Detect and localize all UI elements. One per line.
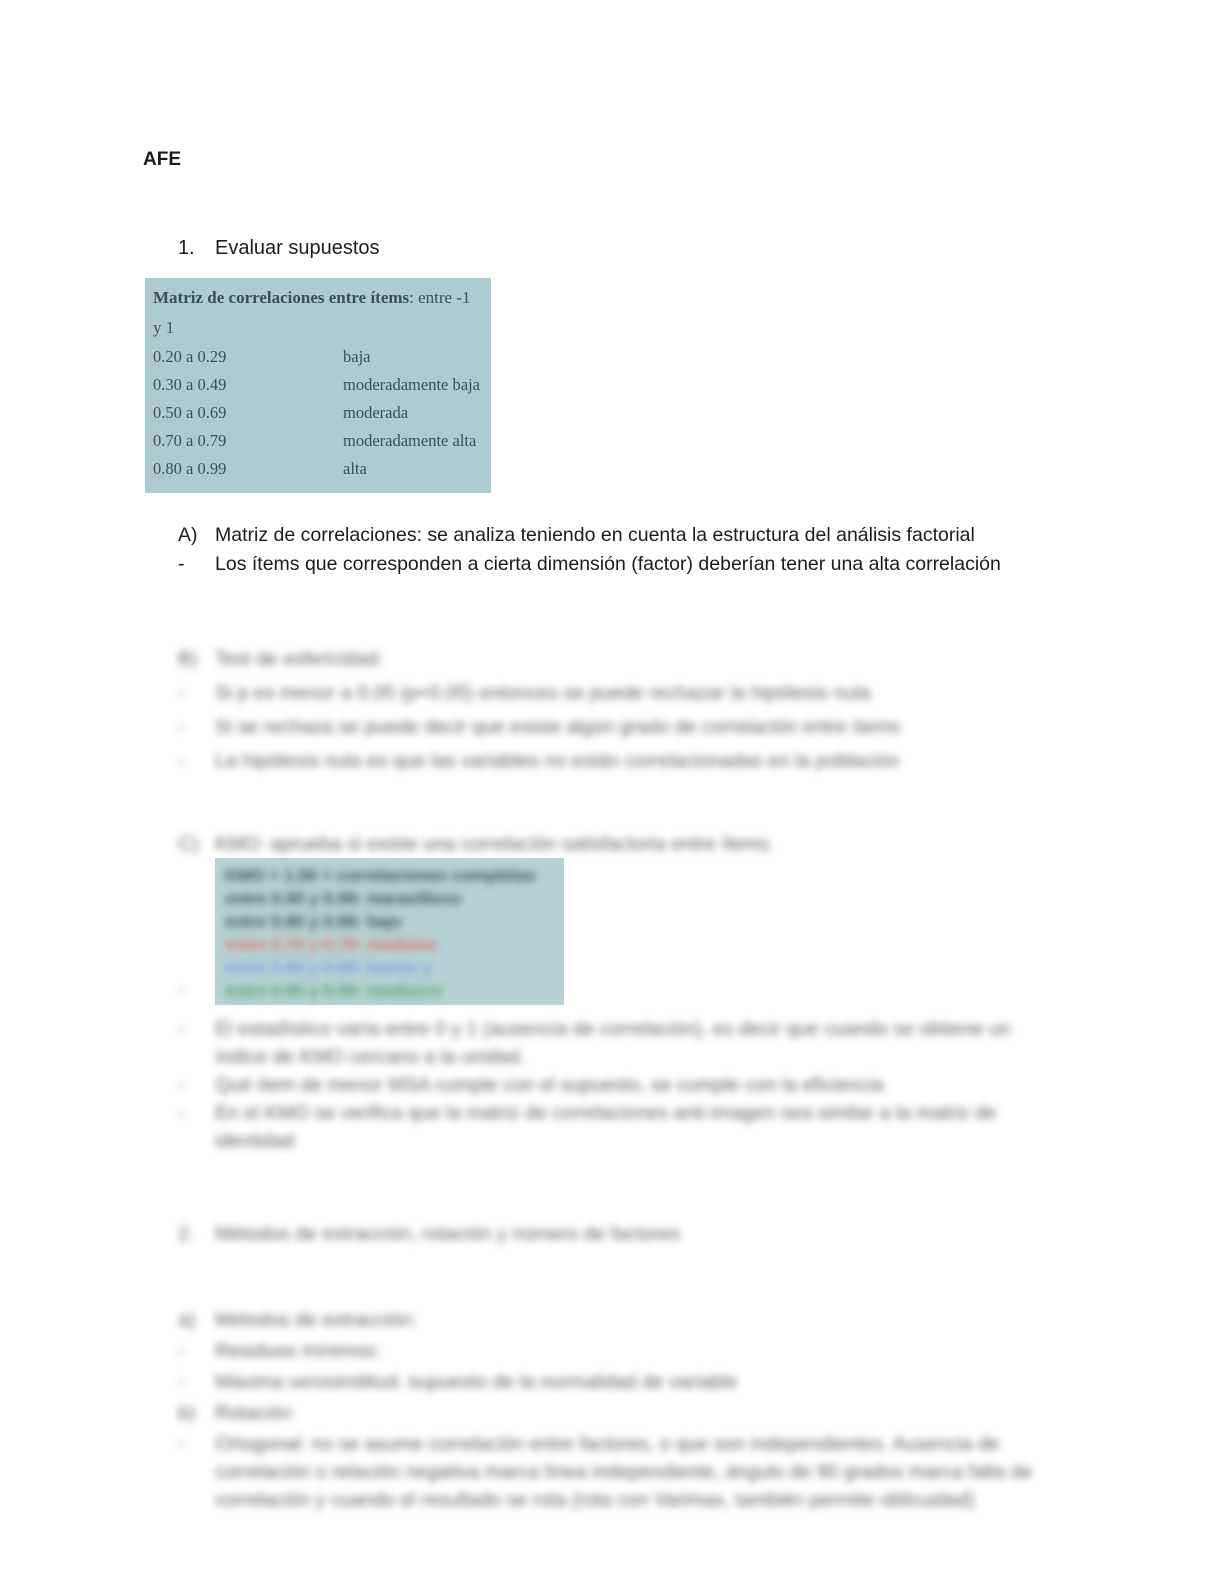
section-c-heading-row: [178, 830, 1224, 858]
lettered-item-a: [178, 521, 1224, 550]
bullet-marker: -: [178, 1018, 185, 1040]
label-cell: moderadamente alta: [343, 431, 477, 450]
kmo-line-red: entre 0.70 y 0.79: mediano: [225, 935, 437, 954]
range-cell: 0.80 a 0.99: [153, 459, 227, 478]
dash-item: [178, 550, 1224, 579]
item-a-text: Matriz de correlaciones: se analiza teniendo en cuenta la estructura del análisis factorial: [215, 524, 975, 546]
kmo-line: entre 0.90 y 0.99: maravilloso: [225, 889, 462, 908]
label-cell: alta: [343, 459, 367, 478]
bullet-text: En el KMO se verifica que la matriz de correlaciones anti-imagen sea similar a la matriz de identidad: [215, 1102, 997, 1152]
bullet-marker: -: [178, 682, 185, 704]
section-b-blurred: [178, 645, 1224, 776]
section-b-heading: Test de esfericidad:: [215, 648, 384, 670]
bullet-text: Ortogonal: no se asume correlación entre factores, o que son independientes. Ausencia de correlación o relación negativa marca línea independiente, ángulo de 90 grados marca falta de correlación y cuando el resultado se rota (rota con Varimax, también permite oblicuidad): [215, 1433, 1033, 1511]
bullet-text: El estadístico varía entre 0 y 1 (ausencia de correlación), es decir que cuando se obtiene un índice de KMO cercano a la unidad.: [215, 1018, 1011, 1068]
bullet-marker: -: [178, 1433, 185, 1455]
range-cell: 0.50 a 0.69: [153, 403, 227, 422]
dash-marker: -: [178, 553, 185, 575]
section-a2-heading-row: [178, 1306, 1224, 1335]
bullet-text: Máxima verosimilitud: supuesto de la normalidad de variable: [215, 1371, 738, 1393]
numbered-item-1: [178, 235, 1224, 261]
section-2-heading-row: [178, 1220, 1224, 1249]
item-marker: B): [178, 648, 198, 670]
item-marker: A): [178, 524, 198, 546]
bullet-text: Qué ítem de menor MSA cumple con el supuesto, se cumple con la eficiencia: [215, 1074, 884, 1096]
section-a2-heading: Métodos de extracción:: [215, 1309, 417, 1331]
kmo-line: KMO = 1.00 = correlaciones completas: [225, 866, 536, 885]
range-cell: 0.70 a 0.79: [153, 431, 227, 450]
correlation-table-title: [145, 283, 491, 343]
bullet-item: [178, 1015, 1224, 1071]
section-c-bullets: [178, 1015, 1224, 1155]
table-row: [145, 455, 491, 483]
label-cell: moderadamente baja: [343, 375, 480, 394]
bullet-marker: -: [178, 1102, 185, 1124]
bullet-marker: -: [178, 1074, 185, 1096]
section-c-heading: KMO: aprueba si existe una correlación satisfactoria entre ítems.: [215, 833, 775, 855]
item-marker: C): [178, 833, 199, 855]
bullet-marker: -: [178, 1371, 185, 1393]
bullet-text: Si se rechaza se puede decir que existe algún grado de correlación entre ítems: [215, 716, 901, 738]
bullet-item: [178, 1368, 1224, 1397]
bullet-text: La hipótesis nula es que las variables no están correlacionadas en la población: [215, 750, 900, 772]
label-cell: moderada: [343, 403, 409, 422]
bullet-item: [178, 1337, 1224, 1366]
list-number: 2.: [178, 1223, 195, 1245]
table-row: [145, 343, 491, 371]
table-row: [145, 371, 491, 399]
bullet-item: [178, 679, 1224, 708]
bullet-item: [178, 713, 1224, 742]
section-b-heading-row: [178, 645, 1224, 674]
kmo-box-row: [178, 858, 1224, 1005]
section-b2-heading-row: [178, 1399, 1224, 1428]
table-title-suffix: : entre -1 y 1: [153, 288, 471, 337]
section-b2-heading: Rotación: [215, 1402, 292, 1424]
range-cell: 0.20 a 0.29: [153, 347, 227, 366]
section-a: [178, 521, 1224, 579]
bullet-marker: -: [178, 979, 185, 1001]
dash-item-text: Los ítems que corresponden a cierta dimensión (factor) deberían tener una alta correlación: [215, 553, 1001, 575]
bullet-marker: -: [178, 716, 185, 738]
label-cell: baja: [343, 347, 371, 366]
section-2-heading: Métodos de extracción, rotación y número de factores: [215, 1223, 680, 1245]
item-marker: a): [178, 1309, 196, 1331]
item-marker: b): [178, 1402, 196, 1424]
kmo-line-green: entre 0.50 y 0.59: mediocre: [225, 981, 443, 1000]
table-row: [145, 399, 491, 427]
table-row: [145, 427, 491, 455]
bullet-item: [178, 1099, 1224, 1155]
correlation-table: [145, 278, 491, 493]
bullet-marker: -: [178, 750, 185, 772]
section-extraction-blurred: [178, 1306, 1224, 1514]
table-title-bold: Matriz de correlaciones entre ítems: [153, 288, 410, 307]
range-cell: 0.30 a 0.49: [153, 375, 227, 394]
bullet-item: [178, 1430, 1224, 1514]
bullet-text: Si p es menor a 0.05 (p<0.05) entonces se puede rechazar la hipótesis nula: [215, 682, 871, 704]
bullet-item: [178, 747, 1224, 776]
bullet-marker: -: [178, 1340, 185, 1362]
bullet-item: [178, 1071, 1224, 1099]
bullet-text: Residuos mínimos:: [215, 1340, 381, 1362]
kmo-line: entre 0.80 y 0.89: bajo: [225, 912, 402, 931]
kmo-scale-box: [215, 858, 564, 1005]
list-number: 1.: [178, 237, 195, 259]
section-1-heading: Evaluar supuestos: [215, 237, 380, 259]
page-title: AFE: [143, 149, 181, 170]
kmo-line-blue: entre 0.60 y 0.69: bueno y: [225, 958, 432, 977]
